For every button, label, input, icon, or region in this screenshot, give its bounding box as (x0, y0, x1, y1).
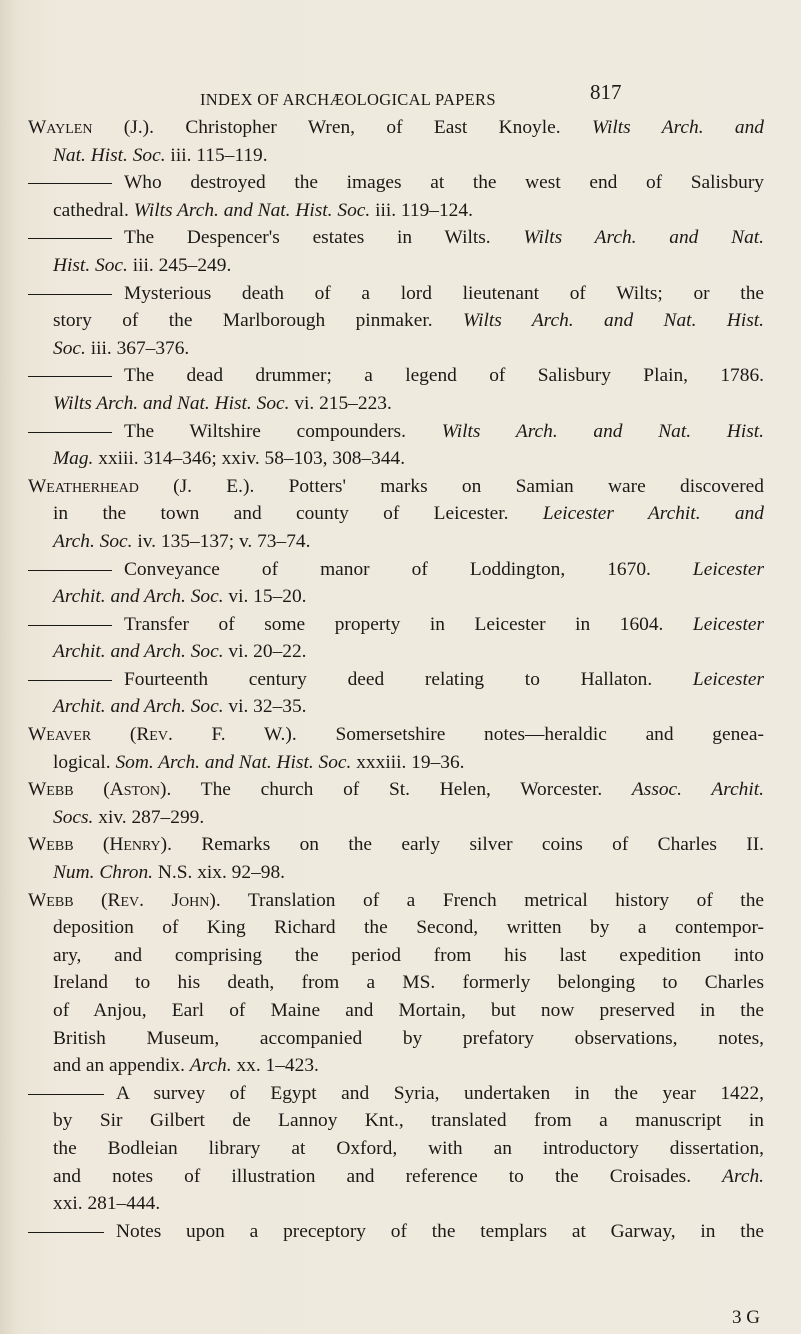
index-entry-line: deposition of King Richard the Second, written by a contempor- (53, 917, 764, 939)
author-name: Webb (Rev. John). (28, 889, 221, 911)
index-entry-line: Arch. Soc. iv. 135–137; v. 73–74. (53, 530, 311, 552)
author-name: Weaver (Rev. F. W.). (28, 724, 297, 746)
index-entry-line: logical. Som. Arch. and Nat. Hist. Soc. xxxiii. 19–36. (53, 751, 465, 773)
index-entry-line: in the town and county of Leicester. Leicester Archit. and (53, 503, 764, 525)
index-entry-line: Wilts Arch. and Nat. Hist. Soc. vi. 215–223. (53, 392, 392, 414)
index-entry-line: Webb (Rev. John). Translation of a French metrical history of the (28, 889, 764, 911)
index-entry-line: Mag. xxiii. 314–346; xxiv. 58–103, 308–344. (53, 448, 406, 470)
index-entry-line: Mysterious death of a lord lieutenant of Wilts; or the (28, 280, 764, 308)
index-entry-line: Ireland to his death, from a MS. formerly belonging to Charles (53, 972, 764, 994)
author-name: Webb (Aston). (28, 779, 172, 801)
index-entry-line: Fourteenth century deed relating to Hallaton. Leicester (28, 666, 764, 694)
index-entry-line: xxi. 281–444. (53, 1193, 161, 1215)
running-title: INDEX OF ARCHÆOLOGICAL PAPERS (200, 90, 496, 109)
index-entry-line: Archit. and Arch. Soc. vi. 15–20. (53, 586, 307, 608)
index-entry-line: The dead drummer; a legend of Salisbury Plain, 1786. (28, 362, 764, 390)
index-entry-line: Num. Chron. N.S. xix. 92–98. (53, 862, 286, 884)
index-entry-line: and an appendix. Arch. xx. 1–423. (53, 1055, 319, 1077)
index-entry-line: Webb (Henry). Remarks on the early silver coins of Charles II. (28, 834, 764, 856)
page-number: 817 (590, 80, 622, 104)
author-name: Waylen (28, 117, 93, 138)
index-entry-line: Transfer of some property in Leicester in 1604. Leicester (28, 611, 764, 639)
signature-mark: 3 G (732, 1307, 760, 1328)
index-entry-line: Hist. Soc. iii. 245–249. (53, 254, 232, 276)
index-entry-line: Archit. and Arch. Soc. vi. 32–35. (53, 696, 307, 718)
index-entry-line: Who destroyed the images at the west end of Salisbury (28, 169, 764, 197)
index-entry-line: Webb (Aston). The church of St. Helen, Worcester. Assoc. Archit. (28, 779, 764, 801)
index-entry-line: cathedral. Wilts Arch. and Nat. Hist. Soc. iii. 119–124. (53, 199, 473, 221)
index-entry-line: British Museum, accompanied by prefatory observations, notes, (53, 1027, 764, 1049)
index-entry-line: ary, and comprising the period from his last expedition into (53, 944, 764, 966)
running-header (0, 76, 801, 109)
index-entry-line: Soc. iii. 367–376. (53, 337, 190, 359)
index-entry-line: Weatherhead (J. E.). Potters' marks on Samian ware discovered (28, 475, 764, 497)
index-entry-line: Conveyance of manor of Loddington, 1670. Leicester (28, 556, 764, 584)
index-entry-line: story of the Marlborough pinmaker. Wilts Arch. and Nat. Hist. (53, 310, 764, 332)
index-entry-line: Archit. and Arch. Soc. vi. 20–22. (53, 641, 307, 663)
index-entry-line: by Sir Gilbert de Lannoy Knt., translated from a manuscript in (53, 1110, 764, 1132)
index-entry-line: Socs. xiv. 287–299. (53, 806, 205, 828)
index-entries (28, 114, 764, 1245)
index-entry-line: The Wiltshire compounders. Wilts Arch. and Nat. Hist. (28, 418, 764, 446)
index-entry-line: of Anjou, Earl of Maine and Mortain, but now preserved in the (53, 1000, 764, 1021)
index-entry-line: A survey of Egypt and Syria, undertaken in the year 1422, (28, 1080, 764, 1108)
index-entry-line: Weaver (Rev. F. W.). Somersetshire notes—heraldic and genea- (28, 724, 764, 746)
author-name: Weatherhead (28, 475, 139, 497)
index-entry-line: and notes of illustration and reference to the Croisades. Arch. (53, 1165, 764, 1187)
index-entry-line: Waylen (J.). Christopher Wren, of East Knoyle. Wilts Arch. and (28, 117, 764, 138)
index-entry-line: Notes upon a preceptory of the templars at Garway, in the (28, 1218, 764, 1246)
author-name: Webb (Henry). (28, 834, 172, 856)
index-entry-line: The Despencer's estates in Wilts. Wilts Arch. and Nat. (28, 224, 764, 252)
index-entry-line: the Bodleian library at Oxford, with an introductory dissertation, (53, 1137, 764, 1159)
index-entry-line: Nat. Hist. Soc. iii. 115–119. (53, 144, 268, 166)
